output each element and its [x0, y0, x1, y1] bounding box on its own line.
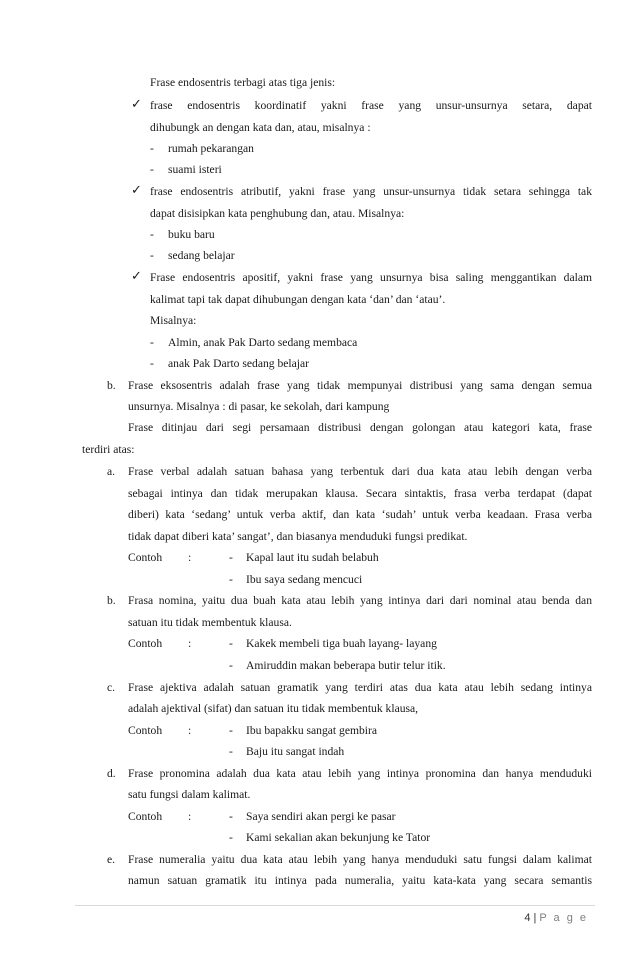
item-a-example-1: Kapal laut itu sudah belabuh	[246, 551, 379, 564]
list-dash: -	[150, 163, 154, 176]
contoh-colon: :	[188, 637, 192, 650]
contoh-label: Contoh	[128, 637, 163, 650]
page-label: P a g e	[539, 912, 588, 924]
list-dash: -	[229, 659, 233, 672]
item-e-line-1: Frase numeralia yaitu dua kata atau lebih yang hanya menduduki satu fungsi dalam kalimat	[128, 853, 592, 866]
atributif-example-1: buku baru	[168, 228, 215, 241]
koordinatif-line-2: dihubungk an dengan kata dan, atau, misalnya :	[150, 121, 371, 134]
item-a-line-2: sebagai intinya dan tidak merupakan klausa. Secara sintaktis, frasa verba terdapat (dapat	[128, 487, 592, 500]
list-dash: -	[150, 228, 154, 241]
list-dash: -	[229, 831, 233, 844]
apositif-line-3: Misalnya:	[150, 314, 197, 327]
item-c-marker: c.	[107, 681, 116, 694]
item-a-marker: a.	[107, 465, 116, 478]
item-b-marker: b.	[107, 594, 116, 607]
item-d-example-2: Kami sekalian akan bekunjung ke Tator	[246, 831, 431, 844]
eksosentris-marker: b.	[107, 379, 116, 392]
atributif-line-2: dapat disisipkan kata penghubung dan, atau. Misalnya:	[150, 207, 405, 220]
list-dash: -	[229, 637, 233, 650]
list-dash: -	[229, 745, 233, 758]
apositif-line-1: Frase endosentris apositif, yakni frase yang unsurnya bisa saling menggantikan dalam	[150, 271, 592, 284]
item-b-line-2: satuan itu tidak membentuk klausa.	[128, 616, 292, 629]
item-b-line-1: Frasa nomina, yaitu dua buah kata atau lebih yang intinya dari dari nominal atau benda dan	[128, 594, 592, 607]
contoh-label: Contoh	[128, 810, 163, 823]
atributif-line-1: frase endosentris atributif, yakni frase yang unsur-unsurnya tidak setara sehingga tak	[150, 185, 592, 198]
atributif-example-2: sedang belajar	[168, 249, 235, 262]
checkmark-icon: ✓	[131, 97, 142, 112]
list-dash: -	[229, 551, 233, 564]
koordinatif-line-1: frase endosentris koordinatif yakni frase yang unsur-unsurnya setara, dapat	[150, 99, 592, 112]
page-number: 4	[524, 912, 531, 924]
list-dash: -	[150, 357, 154, 370]
contoh-label: Contoh	[128, 551, 163, 564]
eksosentris-line-2: unsurnya. Misalnya : di pasar, ke sekolah, dari kampung	[128, 400, 390, 413]
list-dash: -	[150, 249, 154, 262]
item-a-line-4: tidak dapat diberi kata’ sangat’, dan biasanya menduduki fungsi predikat.	[128, 530, 468, 543]
eksosentris-line-1: Frase eksosentris adalah frase yang tidak mempunyai distribusi yang sama dengan semua	[128, 379, 592, 392]
item-c-example-1: Ibu bapakku sangat gembira	[246, 724, 378, 737]
item-c-example-2: Baju itu sangat indah	[246, 745, 345, 758]
koordinatif-example-2: suami isteri	[168, 163, 222, 176]
ditinjau-line-2: terdiri atas:	[82, 443, 135, 456]
item-c-line-2: adalah ajektival (sifat) dan satuan itu tidak membentuk klausa,	[128, 702, 419, 715]
footer-separator: |	[533, 912, 537, 924]
footer-divider	[75, 905, 595, 906]
koordinatif-example-1: rumah pekarangan	[168, 142, 254, 155]
list-dash: -	[229, 810, 233, 823]
intro-endosentris: Frase endosentris terbagi atas tiga jenis:	[150, 76, 336, 89]
checkmark-icon: ✓	[131, 269, 142, 284]
list-dash: -	[150, 336, 154, 349]
apositif-example-2: anak Pak Darto sedang belajar	[168, 357, 309, 370]
item-e-line-2: namun satuan gramatik itu intinya pada numeralia, yaitu kata-kata yang secara semantis	[128, 874, 592, 887]
page-footer	[524, 912, 588, 924]
apositif-line-2: kalimat tapi tak dapat dihubungan dengan kata ‘dan’ dan ‘atau’.	[150, 293, 446, 306]
contoh-colon: :	[188, 724, 192, 737]
item-a-example-2: Ibu saya sedang mencuci	[246, 573, 363, 586]
checkmark-icon: ✓	[131, 183, 142, 198]
contoh-colon: :	[188, 810, 192, 823]
item-d-example-1: Saya sendiri akan pergi ke pasar	[246, 810, 396, 823]
ditinjau-line-1: Frase ditinjau dari segi persamaan distribusi dengan golongan atau kategori kata, frase	[128, 421, 592, 434]
item-e-marker: e.	[107, 853, 116, 866]
list-dash: -	[229, 573, 233, 586]
item-d-marker: d.	[107, 767, 116, 780]
contoh-colon: :	[188, 551, 192, 564]
item-d-line-2: satu fungsi dalam kalimat.	[128, 788, 251, 801]
item-c-line-1: Frase ajektiva adalah satuan gramatik yang terdiri atas dua kata atau lebih sedang intinya	[128, 681, 592, 694]
item-b-example-1: Kakek membeli tiga buah layang- layang	[246, 637, 437, 650]
list-dash: -	[150, 142, 154, 155]
item-d-line-1: Frase pronomina adalah dua kata atau lebih yang intinya pronomina dan hanya menduduki	[128, 767, 592, 780]
apositif-example-1: Almin, anak Pak Darto sedang membaca	[168, 336, 358, 349]
item-b-example-2: Amiruddin makan beberapa butir telur itik.	[246, 659, 446, 672]
contoh-label: Contoh	[128, 724, 163, 737]
item-a-line-3: diberi) kata ‘sedang’ untuk verba aktif, dan kata ‘sudah’ untuk verba keadaan. Frasa verba	[128, 508, 592, 521]
list-dash: -	[229, 724, 233, 737]
item-a-line-1: Frase verbal adalah satuan bahasa yang terbentuk dari dua kata atau lebih dengan verba	[128, 465, 592, 478]
